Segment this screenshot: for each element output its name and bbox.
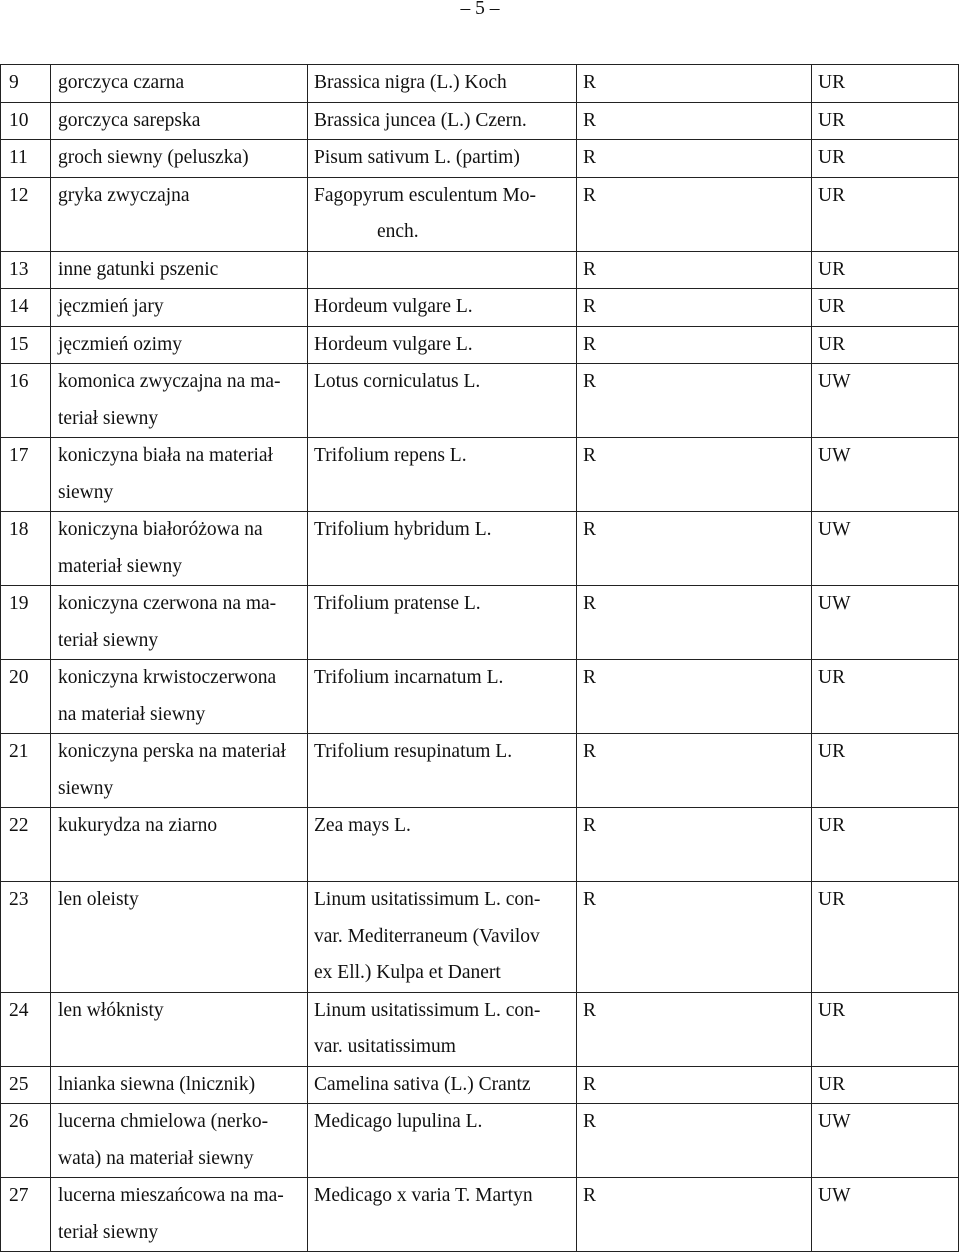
code-b: UW bbox=[812, 364, 959, 438]
table-row bbox=[1, 1104, 959, 1178]
polish-name: inne gatunki pszenic bbox=[51, 251, 308, 289]
code-a: R bbox=[577, 1104, 812, 1178]
table-row bbox=[1, 734, 959, 808]
row-number: 11 bbox=[1, 140, 51, 178]
row-number: 24 bbox=[1, 992, 51, 1066]
polish-name bbox=[51, 364, 308, 438]
polish-name bbox=[51, 512, 308, 586]
table-row bbox=[1, 586, 959, 660]
latin-name-line: Fagopyrum esculentum Mo- bbox=[314, 184, 537, 206]
latin-name: Trifolium incarnatum L. bbox=[308, 660, 577, 734]
polish-name bbox=[51, 586, 308, 660]
latin-name: Trifolium resupinatum L. bbox=[308, 734, 577, 808]
table-row bbox=[1, 1178, 959, 1252]
polish-name: jęczmień jary bbox=[51, 289, 308, 327]
polish-name-line: komonica zwyczajna na ma- bbox=[58, 371, 281, 392]
code-b: UR bbox=[812, 992, 959, 1066]
table-row bbox=[1, 1066, 959, 1104]
polish-name: gryka zwyczajna bbox=[51, 177, 308, 251]
table-row bbox=[1, 364, 959, 438]
latin-name-line: Linum usitatissimum L. con- bbox=[314, 999, 541, 1021]
table-row bbox=[1, 251, 959, 289]
polish-name-line: teriał siewny bbox=[58, 629, 159, 651]
row-number: 22 bbox=[1, 808, 51, 882]
code-a: R bbox=[577, 992, 812, 1066]
row-number: 13 bbox=[1, 251, 51, 289]
row-number: 9 bbox=[1, 65, 51, 103]
latin-name-line: ex Ell.) Kulpa et Danert bbox=[314, 962, 501, 983]
code-b: UR bbox=[812, 1066, 959, 1104]
table-row bbox=[1, 177, 959, 251]
polish-name-line: wata) na materiał siewny bbox=[58, 1147, 254, 1169]
code-a: R bbox=[577, 438, 812, 512]
polish-name: kukurydza na ziarno bbox=[51, 808, 308, 882]
polish-name-line: siewny bbox=[58, 777, 114, 799]
latin-name: Camelina sativa (L.) Crantz bbox=[308, 1066, 577, 1104]
row-number: 10 bbox=[1, 102, 51, 140]
latin-name: Hordeum vulgare L. bbox=[308, 289, 577, 327]
row-number: 25 bbox=[1, 1066, 51, 1104]
table-row bbox=[1, 65, 959, 103]
polish-name: len włóknisty bbox=[51, 992, 308, 1066]
polish-name-line: koniczyna perska na materiał bbox=[58, 741, 286, 762]
polish-name bbox=[51, 1104, 308, 1178]
code-b: UR bbox=[812, 289, 959, 327]
polish-name-line: koniczyna białoróżowa na bbox=[58, 519, 263, 540]
polish-name: lnianka siewna (lnicznik) bbox=[51, 1066, 308, 1104]
latin-name: Hordeum vulgare L. bbox=[308, 326, 577, 364]
row-number: 19 bbox=[1, 586, 51, 660]
code-a: R bbox=[577, 882, 812, 993]
code-b: UW bbox=[812, 1178, 959, 1252]
polish-name-line: siewny bbox=[58, 481, 114, 503]
polish-name-line: lucerna mieszańcowa na ma- bbox=[58, 1185, 284, 1206]
polish-name: gorczyca sarepska bbox=[51, 102, 308, 140]
code-a: R bbox=[577, 65, 812, 103]
polish-name-line: lucerna chmielowa (nerko- bbox=[58, 1111, 269, 1132]
latin-name: Brassica nigra (L.) Koch bbox=[308, 65, 577, 103]
table-row bbox=[1, 289, 959, 327]
row-number: 21 bbox=[1, 734, 51, 808]
code-a: R bbox=[577, 586, 812, 660]
latin-name: Brassica juncea (L.) Czern. bbox=[308, 102, 577, 140]
latin-name: Pisum sativum L. (partim) bbox=[308, 140, 577, 178]
code-b: UR bbox=[812, 734, 959, 808]
code-b: UR bbox=[812, 251, 959, 289]
polish-name: len oleisty bbox=[51, 882, 308, 993]
code-b: UR bbox=[812, 882, 959, 993]
polish-name: gorczyca czarna bbox=[51, 65, 308, 103]
page-number: – 5 – bbox=[460, 0, 500, 19]
latin-name-line: var. Mediterraneum (Vavilov bbox=[314, 925, 540, 947]
polish-name: jęczmień ozimy bbox=[51, 326, 308, 364]
code-b: UR bbox=[812, 65, 959, 103]
table-row bbox=[1, 326, 959, 364]
latin-name: Medicago x varia T. Martyn bbox=[308, 1178, 577, 1252]
polish-name: groch siewny (peluszka) bbox=[51, 140, 308, 178]
polish-name-line: teriał siewny bbox=[58, 1221, 159, 1243]
code-a: R bbox=[577, 140, 812, 178]
row-number: 16 bbox=[1, 364, 51, 438]
row-number: 23 bbox=[1, 882, 51, 993]
polish-name-line: materiał siewny bbox=[58, 555, 182, 577]
row-number: 17 bbox=[1, 438, 51, 512]
code-a: R bbox=[577, 734, 812, 808]
code-b: UW bbox=[812, 1104, 959, 1178]
latin-name bbox=[308, 177, 577, 251]
row-number: 14 bbox=[1, 289, 51, 327]
table-row bbox=[1, 140, 959, 178]
latin-name: Zea mays L. bbox=[308, 808, 577, 882]
polish-name-line: koniczyna krwistoczerwona bbox=[58, 667, 277, 688]
code-a: R bbox=[577, 177, 812, 251]
species-table bbox=[0, 64, 959, 1252]
table-row bbox=[1, 660, 959, 734]
code-b: UR bbox=[812, 660, 959, 734]
code-a: R bbox=[577, 660, 812, 734]
latin-name-line: ench. bbox=[377, 221, 419, 242]
polish-name-line: teriał siewny bbox=[58, 407, 159, 429]
polish-name bbox=[51, 1178, 308, 1252]
code-b: UW bbox=[812, 438, 959, 512]
code-a: R bbox=[577, 364, 812, 438]
code-b: UR bbox=[812, 177, 959, 251]
code-a: R bbox=[577, 289, 812, 327]
code-a: R bbox=[577, 808, 812, 882]
row-number: 27 bbox=[1, 1178, 51, 1252]
code-a: R bbox=[577, 251, 812, 289]
latin-name: Trifolium pratense L. bbox=[308, 586, 577, 660]
code-b: UW bbox=[812, 512, 959, 586]
table-row bbox=[1, 808, 959, 882]
latin-name bbox=[308, 251, 577, 289]
latin-name-line: Linum usitatissimum L. con- bbox=[314, 889, 541, 910]
polish-name bbox=[51, 734, 308, 808]
code-b: UR bbox=[812, 102, 959, 140]
code-a: R bbox=[577, 102, 812, 140]
latin-name: Trifolium repens L. bbox=[308, 438, 577, 512]
table-row bbox=[1, 102, 959, 140]
code-a: R bbox=[577, 512, 812, 586]
polish-name bbox=[51, 438, 308, 512]
table-row bbox=[1, 438, 959, 512]
code-b: UR bbox=[812, 140, 959, 178]
row-number: 18 bbox=[1, 512, 51, 586]
code-b: UR bbox=[812, 326, 959, 364]
table-row bbox=[1, 512, 959, 586]
row-number: 20 bbox=[1, 660, 51, 734]
row-number: 12 bbox=[1, 177, 51, 251]
table-row bbox=[1, 992, 959, 1066]
code-b: UW bbox=[812, 586, 959, 660]
polish-name bbox=[51, 660, 308, 734]
polish-name-line: koniczyna czerwona na ma- bbox=[58, 593, 277, 614]
code-a: R bbox=[577, 1066, 812, 1104]
row-number: 15 bbox=[1, 326, 51, 364]
code-b: UR bbox=[812, 808, 959, 882]
polish-name-line: koniczyna biała na materiał bbox=[58, 445, 273, 466]
polish-name-line: na materiał siewny bbox=[58, 703, 206, 725]
latin-name: Lotus corniculatus L. bbox=[308, 364, 577, 438]
latin-name: Medicago lupulina L. bbox=[308, 1104, 577, 1178]
row-number: 26 bbox=[1, 1104, 51, 1178]
code-a: R bbox=[577, 326, 812, 364]
table-row bbox=[1, 882, 959, 993]
latin-name bbox=[308, 882, 577, 993]
latin-name bbox=[308, 992, 577, 1066]
latin-name: Trifolium hybridum L. bbox=[308, 512, 577, 586]
code-a: R bbox=[577, 1178, 812, 1252]
latin-name-line: var. usitatissimum bbox=[314, 1036, 456, 1057]
